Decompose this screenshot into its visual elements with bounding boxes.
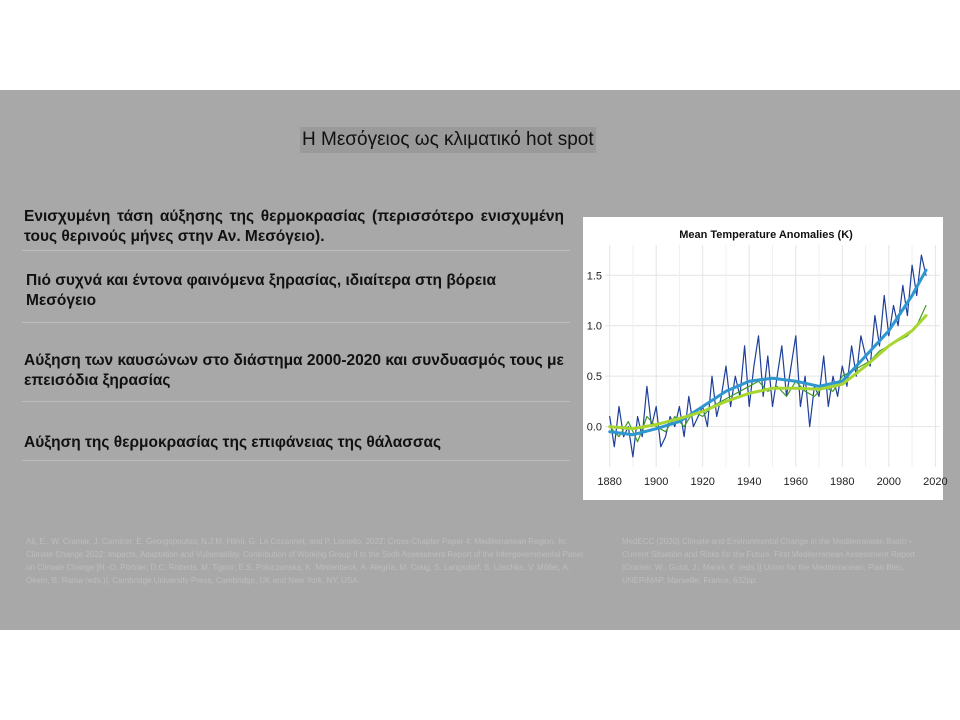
chart-title: Mean Temperature Anomalies (K) (679, 229, 853, 241)
bullet-sea-surface-temperature: Αύξηση της θερμοκρασίας της επιφάνειας της θάλασσας (24, 434, 442, 451)
separator-2 (22, 322, 570, 323)
x-tick-label: 1980 (830, 476, 855, 488)
separator-4 (22, 460, 570, 461)
x-tick-label: 2000 (876, 476, 902, 488)
y-tick-label: 1.0 (586, 320, 602, 333)
bullet-temperature-trend: Ενισχυμένη τάση αύξησης της θερμοκρασίας (περισσότερο ενισχυμένη τους θερινούς μήνες στην Αν. Μεσόγειο). (24, 208, 564, 245)
x-tick-label: 1880 (597, 476, 622, 488)
temperature-anomaly-chart (583, 217, 948, 500)
slide-background (0, 90, 960, 630)
separator-3 (22, 401, 570, 402)
y-tick-label: 0.5 (586, 371, 602, 384)
citation-medecc: MedECC (2020) Climate and Environmental Change in the Mediterranean Basin – Current Situation and Risks for the Future. First Mediterranean Assessment Report [Cramer, W., Guiot, J., Marini, K. (eds.)] Union for the Mediterranean, Plan Bleu, UNEP/MAP, Marseille, France, 632pp. (622, 537, 916, 585)
x-axis (597, 476, 947, 488)
x-tick-label: 1940 (736, 476, 762, 488)
y-axis (587, 270, 602, 433)
x-tick-label: 2020 (923, 476, 948, 488)
x-tick-label: 1920 (690, 476, 715, 488)
x-tick-label: 1960 (783, 476, 809, 488)
y-tick-label: 1.5 (586, 270, 602, 283)
slide-title: Η Μεσόγειος ως κλιματικό hot spot (300, 127, 596, 153)
x-tick-label: 1900 (643, 476, 669, 488)
y-tick-label: 0.0 (586, 421, 602, 434)
bullet-heatwaves: Αύξηση των καυσώνων στο διάστημα 2000-2020 και συνδυασμός τους με επεισόδια ξηρασίας (24, 352, 564, 389)
bullet-droughts: Πιό συχνά και έντονα φαινόμενα ξηρασίας, ιδιαίτερα στη βόρεια Μεσόγειο (26, 272, 497, 309)
separator-1 (22, 250, 570, 251)
citation-ipcc: Ali, E., W. Cramer, J. Carnicer, E. Georgopoulou, N.J.M. Hilmi, G. Le Cozannet, and P. Lionello, 2022: Cross-Chapter Paper 4: Mediterranean Region. In: Climate Change 2022: Impacts, Adaptation and Vulnerability. Contribution of Working Group II to the Sixth Assessment Report of the Intergovernmental Panel on Climate Change [H.-O. Pörtner, D.C. Roberts, M. Tignor, E.S. Poloczanska, K. Mintenbeck, A. Alegría, M. Craig, S. Langsdorf, S. Löschke, V. Möller, A. Okem, B. Rama (eds.)]. Cambridge University Press, Cambridge, UK and New York, NY, USA. (26, 537, 584, 585)
chart-svg (583, 217, 948, 500)
